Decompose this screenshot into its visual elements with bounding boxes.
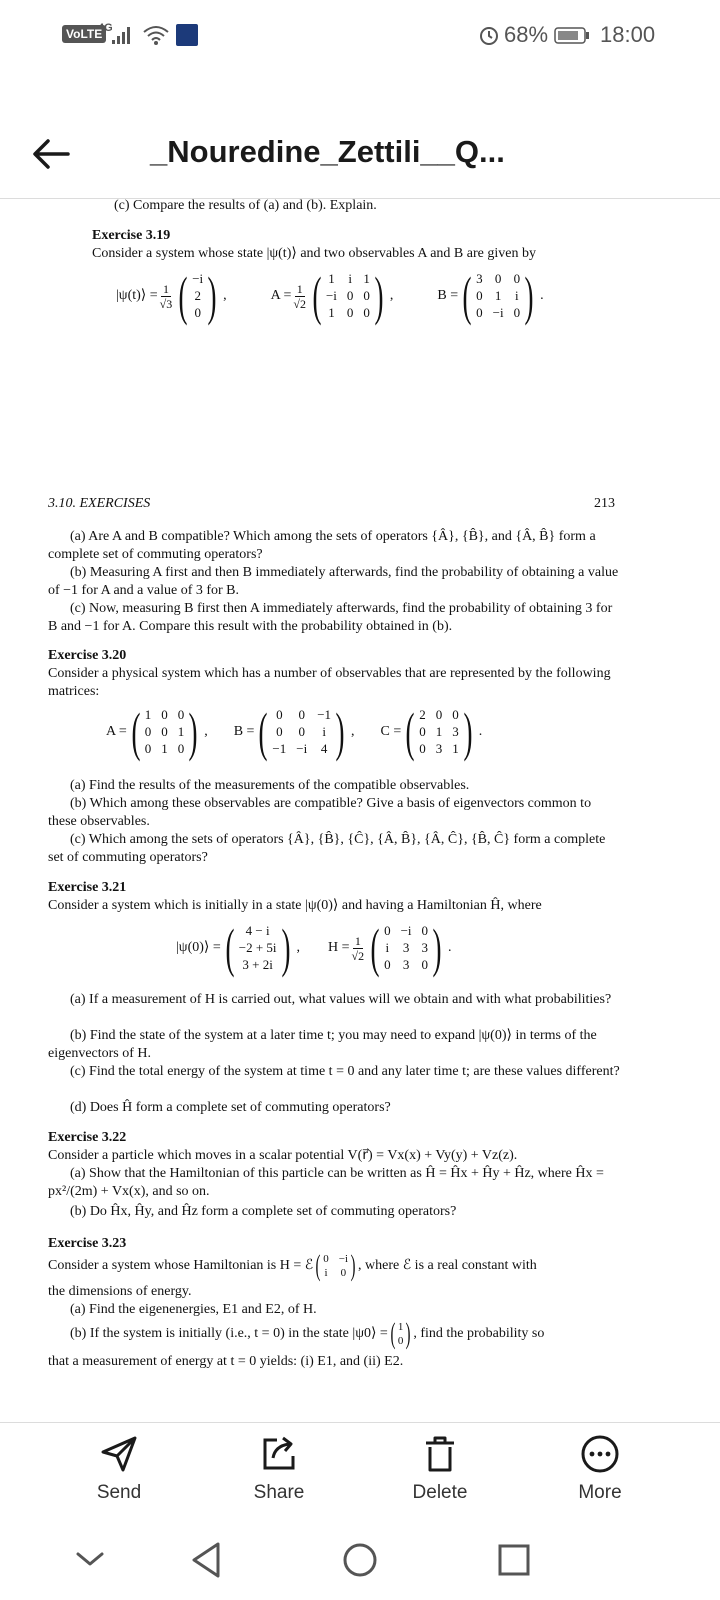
ex321-h-label: H =	[328, 940, 350, 955]
network-type: 4G	[98, 22, 113, 34]
ex318-part-c: (c) Compare the results of (a) and (b). Explain.	[114, 199, 377, 213]
ex320-c-grid: 2 0 0 0 1 3 0 3 1	[419, 707, 459, 756]
ex323-part-b-cont: that a measurement of energy at t = 0 yields: (i) E1, and (ii) E2.	[48, 1354, 404, 1369]
ex323-matrix-h: ( 0 −i i 0 )	[315, 1249, 356, 1282]
ex319-part-a: (a) Are A and B compatible? Which among the sets of operators {Â}, {B̂}, and {Â, B̂} form a complete set of commuting operators?	[48, 529, 596, 562]
ex319-psi-fraction: $\frac{1}{√3}$	[159, 281, 173, 311]
ex320-matrix-c: ( 2 0 0 0 1 3 0 3 1 )	[405, 702, 473, 762]
more-label: More	[578, 1482, 622, 1503]
ex320-a-label: A =	[106, 724, 127, 739]
ex320-a-grid: 1 0 0 0 0 1 0 1 0	[144, 707, 185, 756]
matrix-a-grid: 1 i 1 −i 0 0 1 0 0	[325, 271, 370, 320]
ex319-part-c: (c) Now, measuring B first then A immediately afterwards, find the probability of obtaining 3 for B and −1 for A. Compare this result with the probability obtained in (b).	[48, 601, 613, 634]
ex321-part-b: (b) Find the state of the system at a later time t; you may need to expand |ψ(0)⟩ in terms of the eigenvectors of H.	[48, 1028, 597, 1061]
share-label: Share	[253, 1482, 305, 1503]
alarm-icon	[478, 24, 500, 46]
ex321-equations: |ψ(0)⟩ = ( 4 − i −2 + 5i 3 + 2i ) , H = $\frac{1}{√2}$ ( 0 −i 0 i 3 3 0 3 0 ) .	[176, 918, 452, 978]
ex321-part-d: (d) Does Ĥ form a complete set of commuting operators?	[70, 1100, 391, 1115]
ex323-text-cont: the dimensions of energy.	[48, 1284, 192, 1299]
app-notification-icon	[176, 24, 198, 46]
document-page[interactable]	[0, 199, 720, 1421]
ex320-matrix-a: ( 1 0 0 0 0 1 0 1 0 )	[131, 702, 198, 762]
ex320-part-a: (a) Find the results of the measurements of the compatible observables.	[70, 778, 470, 793]
ex323-text-line: Consider a system whose Hamiltonian is H = ℰ ( 0 −i i 0 ) , where ℰ is a real constant with	[48, 1249, 537, 1282]
ex321-title: Exercise 3.21	[48, 880, 127, 895]
ex322-text: Consider a particle which moves in a scalar potential V(r⃗) = Vx(x) + Vy(y) + Vz(z).	[48, 1148, 518, 1163]
ex319-psi-label: |ψ(t)⟩ =	[116, 288, 158, 303]
ex320-part-b: (b) Which among these observables are compatible? Give a basis of eigenvectors common to these observables.	[48, 796, 592, 829]
battery-percent: 68%	[504, 22, 549, 47]
ex320-matrix-b: ( 0 0 −1 0 0 i −1 −i 4 )	[258, 702, 345, 762]
page-number: 213	[594, 496, 615, 511]
ex323-h-grid: 0 −i i 0	[323, 1252, 348, 1279]
send-icon	[99, 1434, 139, 1474]
actions-divider	[0, 1422, 720, 1423]
ex319-matrix-b: ( 3 0 0 0 1 i 0 −i 0 )	[462, 266, 534, 326]
ex319-a-fraction: $\frac{1}{√2}$	[293, 281, 306, 311]
delete-button[interactable]	[380, 1434, 500, 1504]
ex320-part-c: (c) Which among the sets of operators {Â}, {B̂}, {Ĉ}, {Â, B̂}, {Â, Ĉ}, {B̂, Ĉ} form a complete set of commuting operators?	[48, 832, 606, 865]
send-label: Send	[96, 1482, 142, 1503]
share-icon	[259, 1434, 299, 1474]
ex321-psi-grid: 4 − i −2 + 5i 3 + 2i	[238, 923, 277, 972]
ex320-b-label: B =	[233, 724, 255, 739]
ex319-matrix-a: ( 1 i 1 −i 0 0 1 0 0 )	[312, 266, 384, 326]
ex319-b-label: B =	[437, 288, 459, 303]
ex321-text: Consider a system which is initially in a state |ψ(0)⟩ and having a Hamiltonian Ĥ, where	[48, 898, 542, 913]
signal-icon	[112, 26, 134, 44]
delete-label: Delete	[412, 1482, 468, 1503]
ex321-part-c: (c) Find the total energy of the system at time t = 0 and any later time t; are these values different?	[70, 1064, 620, 1079]
ex321-h-fraction: $\frac{1}{√2}$	[351, 933, 365, 963]
ex323-title: Exercise 3.23	[48, 1236, 127, 1251]
ex323-psi0-vector: ( 1 0 )	[390, 1317, 411, 1350]
trash-icon	[420, 1434, 460, 1474]
page-header: 3.10. EXERCISES	[48, 496, 151, 511]
ex320-title: Exercise 3.20	[48, 648, 127, 663]
ex321-psi-label: |ψ(0)⟩ =	[176, 940, 221, 955]
back-arrow-icon[interactable]	[32, 138, 70, 170]
ex323-part-b-line: (b) If the system is initially (i.e., t = 0) in the state |ψ0⟩ = ( 1 0 ) , find the probability so	[70, 1317, 545, 1350]
ex321-part-a: (a) If a measurement of H is carried out, what values will we obtain and with what probabilities?	[70, 992, 612, 1007]
ex320-equations: A = ( 1 0 0 0 0 1 0 1 0 ) , B = ( 0 0 −1 0 0 i −1 −i 4 ) , C = ( 2 0 0 0 1 3 0 3 1 ) .	[106, 702, 483, 762]
ex319-a-label: A =	[270, 288, 292, 303]
ex323-psi0-grid: 1 0	[397, 1320, 404, 1347]
more-icon	[580, 1434, 620, 1474]
wifi-icon	[142, 24, 170, 46]
battery-icon	[554, 27, 590, 44]
send-button[interactable]	[59, 1434, 179, 1504]
ex322-title: Exercise 3.22	[48, 1130, 127, 1145]
volte-badge: VoLTE	[62, 25, 106, 43]
ex322-part-a: (a) Show that the Hamiltonian of this particle can be written as Ĥ = Ĥx + Ĥy + Ĥz, where Ĥx = px²/(2m) + Vx(x), and so on.	[48, 1166, 604, 1199]
ex320-c-label: C =	[380, 724, 402, 739]
ex320-text: Consider a physical system which has a number of observables that are represented by the following matrices:	[48, 666, 611, 699]
ex320-b-grid: 0 0 −1 0 0 i −1 −i 4	[272, 707, 332, 756]
nav-recents-icon[interactable]	[494, 1540, 534, 1580]
nav-back-icon[interactable]	[188, 1540, 224, 1580]
ex319-equations: |ψ(t)⟩ = $\frac{1}{√3}$ ( −i 2 0 ) , A = $\frac{1}{√2}$ ( 1 i 1 −i 0 0 1 0 0 ) , B = ( 3 0 0 0 1 i 0 −i 0 ) .	[116, 266, 544, 326]
collapse-chevron-icon[interactable]	[74, 1540, 106, 1580]
document-title: _Nouredine_Zettili__Q...	[150, 134, 505, 169]
ex322-part-b: (b) Do Ĥx, Ĥy, and Ĥz form a complete set of commuting operators?	[70, 1204, 457, 1219]
status-bar	[0, 0, 720, 72]
ex319-part-b: (b) Measuring A first and then B immediately afterwards, find the probability of obtaining a value of −1 for A and a value of 3 for B.	[48, 565, 619, 598]
ex319-psi-vector: ( −i 2 0 )	[178, 266, 217, 326]
ex323-part-a: (a) Find the eigenenergies, E1 and E2, of H.	[70, 1302, 317, 1317]
ex321-psi-vector: ( 4 − i −2 + 5i 3 + 2i )	[225, 918, 291, 978]
ex319-title: Exercise 3.19	[92, 228, 171, 243]
matrix-b-grid: 3 0 0 0 1 i 0 −i 0	[476, 271, 521, 320]
clock-time: 18:00	[600, 22, 656, 47]
ex319-text: Consider a system whose state |ψ(t)⟩ and two observables A and B are given by	[92, 246, 536, 261]
ex321-matrix-h: ( 0 −i 0 i 3 3 0 3 0 )	[370, 918, 442, 978]
share-button[interactable]	[219, 1434, 339, 1504]
nav-home-icon[interactable]	[340, 1540, 380, 1580]
ex321-h-grid: 0 −i 0 i 3 3 0 3 0	[384, 923, 429, 972]
psi-vector-grid: −i 2 0	[192, 271, 204, 320]
more-button[interactable]	[540, 1434, 660, 1504]
